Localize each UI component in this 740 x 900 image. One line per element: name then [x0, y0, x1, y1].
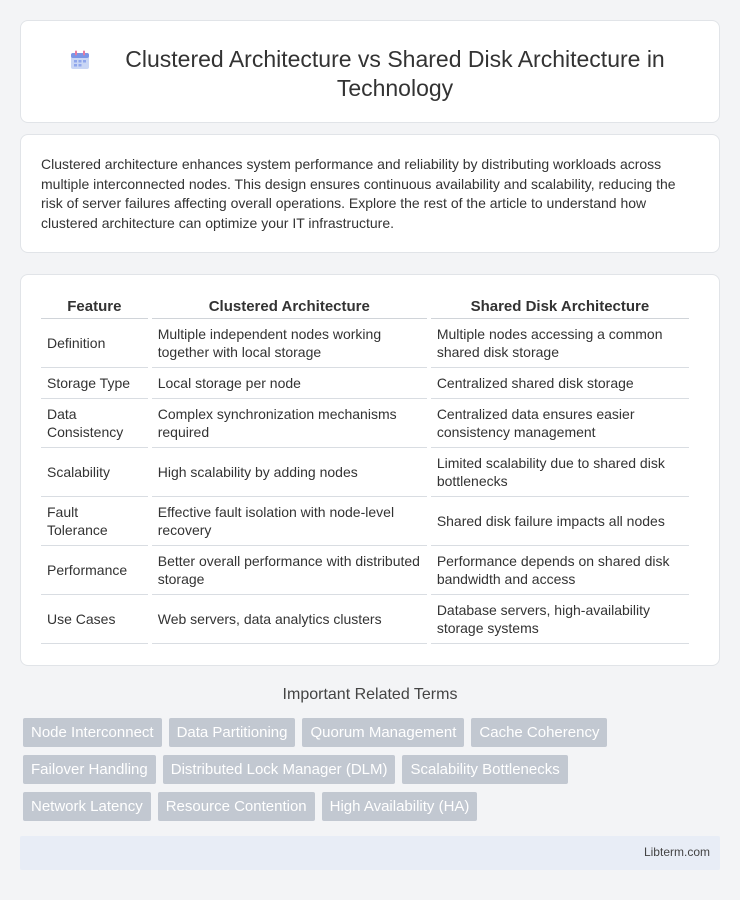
- tag-row: [23, 755, 723, 784]
- row-clustered: Effective fault isolation with node-level recovery: [152, 497, 427, 546]
- comparison-table: [37, 295, 693, 644]
- row-clustered: Multiple independent nodes working together with local storage: [152, 319, 427, 368]
- row-shared-disk: Multiple nodes accessing a common shared disk storage: [431, 319, 689, 368]
- tag-row: [23, 792, 723, 821]
- tag-node-interconnect[interactable]: Node Interconnect: [23, 718, 162, 747]
- table-row: [41, 399, 689, 448]
- table-row: [41, 546, 689, 595]
- row-clustered: Complex synchronization mechanisms required: [152, 399, 427, 448]
- tag-distributed-lock-manager[interactable]: Distributed Lock Manager (DLM): [163, 755, 396, 784]
- table-row: [41, 595, 689, 644]
- table-row: [41, 497, 689, 546]
- row-clustered: Web servers, data analytics clusters: [152, 595, 427, 644]
- header-feature: Feature: [41, 295, 148, 319]
- related-terms-title: Important Related Terms: [282, 686, 458, 703]
- row-feature: Storage Type: [41, 368, 148, 399]
- intro-text: Clustered architecture enhances system performance and reliability by distributing workloads across multiple interconnected nodes. This design ensures continuous availability and scalability, reducing the risk of server failures affecting overall operations. Explore the rest of the article to understand how clustered architecture can optimize your IT infrastructure.: [41, 156, 676, 231]
- row-clustered: Better overall performance with distributed storage: [152, 546, 427, 595]
- row-clustered: Local storage per node: [152, 368, 427, 399]
- page-title: Clustered Architecture vs Shared Disk Architecture in Technology: [125, 46, 665, 101]
- row-shared-disk: Database servers, high-availability storage systems: [431, 595, 689, 644]
- row-feature: Scalability: [41, 448, 148, 497]
- footer: [20, 836, 720, 870]
- row-feature: Definition: [41, 319, 148, 368]
- row-feature: Fault Tolerance: [41, 497, 148, 546]
- tag-network-latency[interactable]: Network Latency: [23, 792, 151, 821]
- row-feature: Use Cases: [41, 595, 148, 644]
- header-shared-disk: Shared Disk Architecture: [431, 295, 689, 319]
- header-card: [20, 20, 720, 123]
- header-clustered: Clustered Architecture: [152, 295, 427, 319]
- tag-cache-coherency[interactable]: Cache Coherency: [471, 718, 607, 747]
- row-shared-disk: Performance depends on shared disk bandwidth and access: [431, 546, 689, 595]
- tag-row: [23, 718, 723, 747]
- table-header-row: [41, 295, 689, 319]
- tag-quorum-management[interactable]: Quorum Management: [302, 718, 464, 747]
- table-row: [41, 448, 689, 497]
- tag-high-availability[interactable]: High Availability (HA): [322, 792, 478, 821]
- row-shared-disk: Centralized shared disk storage: [431, 368, 689, 399]
- table-row: [41, 368, 689, 399]
- tag-resource-contention[interactable]: Resource Contention: [158, 792, 315, 821]
- intro-card: [20, 134, 720, 253]
- tag-scalability-bottlenecks[interactable]: Scalability Bottlenecks: [402, 755, 567, 784]
- row-feature: Data Consistency: [41, 399, 148, 448]
- footer-site-link[interactable]: Libterm.com: [643, 845, 710, 859]
- related-terms-list: [23, 718, 723, 829]
- tag-data-partitioning[interactable]: Data Partitioning: [169, 718, 296, 747]
- row-shared-disk: Centralized data ensures easier consistency management: [431, 399, 689, 448]
- row-shared-disk: Shared disk failure impacts all nodes: [431, 497, 689, 546]
- row-clustered: High scalability by adding nodes: [152, 448, 427, 497]
- comparison-table-card: [20, 274, 720, 666]
- row-feature: Performance: [41, 546, 148, 595]
- tag-failover-handling[interactable]: Failover Handling: [23, 755, 156, 784]
- row-shared-disk: Limited scalability due to shared disk bottlenecks: [431, 448, 689, 497]
- table-row: [41, 319, 689, 368]
